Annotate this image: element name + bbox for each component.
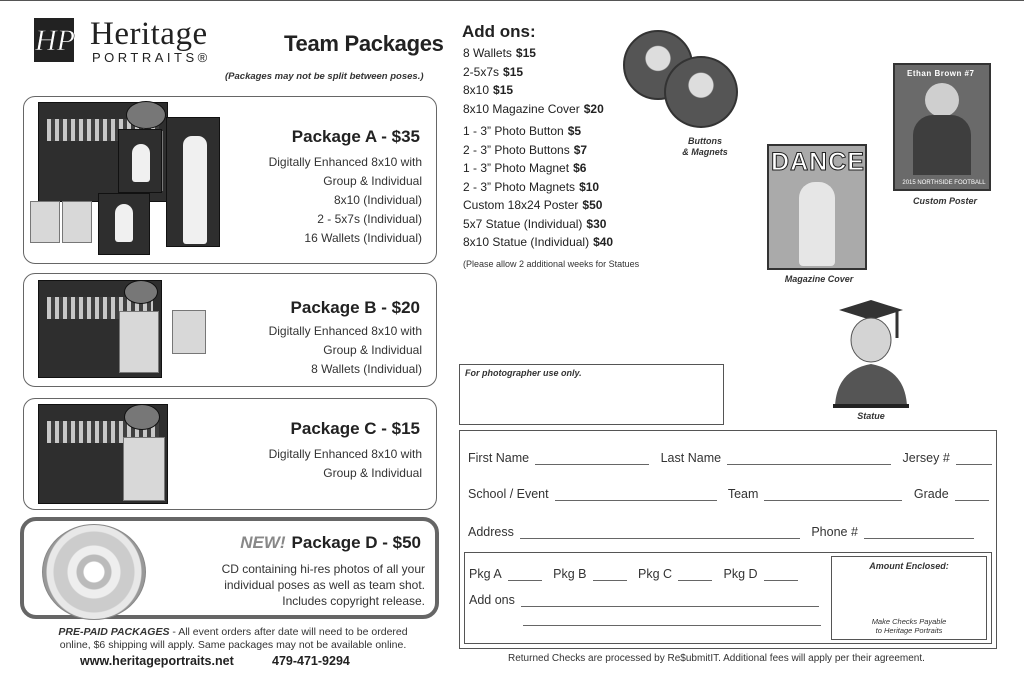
addon-item — [463, 161, 613, 180]
addon-price: $15 — [503, 64, 524, 79]
addon-price: $15 — [493, 83, 514, 97]
package-b-card — [23, 273, 437, 387]
new-badge: NEW! — [240, 533, 286, 552]
photographer-use-box — [459, 364, 724, 425]
addon-label: 8x10 Statue (Individual) — [463, 235, 590, 249]
team-label: Team — [727, 487, 759, 501]
package-b-description: Digitally Enhanced 8x10 with Group & Individual 8 Wallets (Individual) — [268, 324, 422, 376]
addon-item — [463, 235, 613, 254]
package-selection-box — [464, 552, 992, 644]
pkg-a-field[interactable] — [508, 569, 542, 581]
magazine-title: DANCE — [771, 148, 865, 176]
phone-field[interactable] — [864, 527, 974, 539]
magazine-caption: Magazine Cover — [784, 274, 854, 284]
addon-label: 2 - 3” Photo Buttons — [463, 142, 570, 157]
package-c-description: Digitally Enhanced 8x10 with Group & Individual — [268, 447, 422, 480]
addons-list — [463, 46, 613, 254]
addons-field[interactable] — [521, 595, 819, 607]
heritage-logo-icon — [30, 14, 80, 66]
player-photo-image — [166, 117, 220, 247]
addon-item — [463, 198, 613, 217]
page-title: Team Packages — [284, 31, 444, 56]
package-b-title: Package B - $20 — [290, 298, 420, 317]
addon-item — [463, 217, 613, 236]
package-c-card — [23, 398, 437, 510]
poster-name: Ethan Brown #7 — [907, 69, 975, 78]
brand-name: Heritage — [90, 16, 208, 52]
jersey-label: Jersey # — [902, 451, 950, 465]
addon-price: $20 — [583, 101, 604, 116]
basketball-graphic — [124, 280, 158, 304]
buttons-caption: Buttons & Magnets — [682, 136, 728, 157]
grade-label: Grade — [913, 487, 949, 501]
addon-label: 8x10 Magazine Cover — [463, 101, 580, 116]
website-link[interactable]: www.heritageportraits.net — [80, 654, 234, 668]
first-name-field[interactable] — [535, 453, 649, 465]
wallets-stack-image — [172, 310, 206, 354]
packages-note: (Packages may not be split between poses.) — [225, 71, 424, 82]
wallet-image-1 — [30, 201, 60, 243]
addon-label: 1 - 3” Photo Button — [463, 124, 564, 138]
poster-footer: 2015 NORTHSIDE FOOTBALL — [902, 180, 986, 186]
phone-number: 479-471-9294 — [272, 654, 350, 668]
addon-price: $10 — [579, 179, 600, 194]
addon-price: $50 — [582, 198, 603, 212]
jersey-field[interactable] — [956, 453, 992, 465]
package-c-title: Package C - $15 — [290, 419, 420, 438]
player-inset-image — [119, 311, 159, 373]
photo-magnet-image — [664, 56, 738, 128]
basketball-graphic — [126, 101, 166, 129]
statue-image — [831, 298, 911, 408]
grade-field[interactable] — [955, 489, 989, 501]
addon-item — [463, 124, 613, 143]
package-d-description: CD containing hi-res photos of all your individual poses as well as team shot. Includes copyright release. — [221, 562, 425, 608]
package-a-card — [23, 96, 437, 264]
amount-enclosed-label: Amount Enclosed: — [869, 561, 949, 571]
brand-subname: PORTRAITS® — [92, 50, 211, 65]
print-8x10-image — [118, 129, 162, 193]
pkg-d-label: Pkg D — [723, 567, 758, 581]
package-d-title: NEW! Package D - $50 — [240, 533, 421, 552]
returned-checks-note: Returned Checks are processed by Re$ubmitIT. Additional fees will apply per their agreement. — [508, 653, 925, 664]
addon-item — [463, 180, 613, 199]
addon-item — [463, 102, 613, 121]
first-name-label: First Name — [468, 451, 530, 465]
addon-item — [463, 83, 613, 102]
addon-price: $5 — [567, 124, 582, 138]
addons-title: Add ons: — [462, 22, 536, 41]
last-name-label: Last Name — [660, 451, 722, 465]
addon-item — [463, 65, 613, 84]
top-border — [0, 0, 1024, 1]
addon-item — [463, 46, 613, 65]
player-inset-image — [123, 437, 165, 501]
basketball-graphic — [124, 404, 160, 430]
addon-label: 1 - 3” Photo Magnet — [463, 161, 570, 175]
addons-note: (Please allow 2 additional weeks for Statues — [463, 259, 640, 269]
prepaid-notice: PRE-PAID PACKAGES - All event orders after date will need to be ordered online, $6 shipping will apply. Same packages may not be available online. — [58, 626, 408, 651]
cd-disc-icon — [42, 524, 146, 620]
last-name-field[interactable] — [727, 453, 891, 465]
package-a-title: Package A - $35 — [291, 127, 420, 146]
addon-label: 8 Wallets — [463, 46, 512, 60]
addons-field-label: Add ons — [469, 593, 515, 607]
statue-caption: Statue — [857, 411, 885, 421]
checks-payable-note: Make Checks Payable to Heritage Portraits — [871, 617, 947, 635]
addon-label: Custom 18x24 Poster — [463, 198, 579, 212]
pkg-a-label: Pkg A — [469, 567, 502, 581]
addon-price: $40 — [593, 235, 614, 249]
pkg-b-field[interactable] — [593, 569, 627, 581]
addon-label: 8x10 — [463, 83, 490, 97]
address-label: Address — [468, 525, 514, 539]
team-field[interactable] — [764, 489, 902, 501]
addons-field-line2[interactable] — [523, 625, 821, 626]
pkg-c-label: Pkg C — [638, 567, 673, 581]
addon-label: 2-5x7s — [463, 64, 500, 79]
order-form — [459, 430, 997, 649]
photographer-label: For photographer use only. — [465, 368, 582, 378]
addon-price: $15 — [515, 46, 536, 60]
wallet-image-2 — [62, 201, 92, 243]
phone-label: Phone # — [811, 525, 858, 539]
amount-enclosed-box[interactable] — [831, 556, 987, 640]
address-field[interactable] — [520, 527, 800, 539]
addon-price: $7 — [573, 142, 588, 157]
poster-caption: Custom Poster — [912, 196, 977, 206]
addon-item — [463, 143, 613, 162]
school-label: School / Event — [468, 487, 549, 501]
package-a-description: Digitally Enhanced 8x10 with Group & Individual 8x10 (Individual) 2 - 5x7s (Individual) 16 Wallets (Individual) — [268, 155, 422, 245]
magazine-cover-image — [767, 144, 867, 270]
addon-label: 2 - 3” Photo Magnets — [463, 179, 576, 194]
addon-price: $6 — [573, 161, 587, 175]
addon-label: 5x7 Statue (Individual) — [463, 216, 583, 231]
logo-monogram: HP — [35, 24, 75, 57]
package-d-card — [20, 517, 439, 619]
addon-price: $30 — [586, 216, 607, 231]
pkg-b-label: Pkg B — [553, 567, 587, 581]
pkg-d-field[interactable] — [764, 569, 798, 581]
pkg-c-field[interactable] — [678, 569, 712, 581]
print-5x7-image — [98, 193, 150, 255]
school-field[interactable] — [555, 489, 717, 501]
custom-poster-image — [893, 63, 991, 191]
